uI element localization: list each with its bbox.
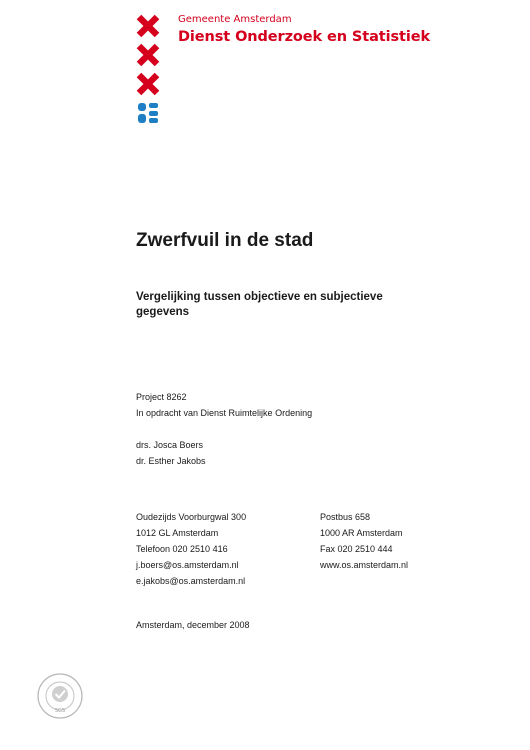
email-boers: j.boers@os.amsterdam.nl (136, 560, 239, 570)
document-subtitle: Vergelijking tussen objectieve en subjectieve gegevens (136, 291, 383, 318)
fax: Fax 020 2510 444 (320, 544, 393, 554)
certification-seal-icon (36, 672, 84, 720)
date-line: Amsterdam, december 2008 (136, 620, 250, 630)
address-street: Oudezijds Voorburgwal 300 (136, 512, 247, 522)
author-2: dr. Esther Jakobs (136, 456, 206, 466)
postbox: Postbus 658 (320, 512, 371, 522)
postbox-city: 1000 AR Amsterdam (320, 528, 403, 538)
project-client: In opdracht van Dienst Ruimtelijke Ordening (136, 408, 313, 418)
phone: Telefoon 020 2510 416 (136, 544, 228, 554)
website: www.os.amsterdam.nl (320, 560, 409, 570)
author-1: drs. Josca Boers (136, 440, 204, 450)
cross-icon (136, 43, 160, 67)
document-title: Zwerfvuil in de stad (136, 230, 314, 251)
cross-icon (136, 14, 160, 38)
org-name-line2: Dienst Onderzoek en Statistiek (178, 29, 430, 45)
os-logo-icon (137, 102, 159, 124)
address-city: 1012 GL Amsterdam (136, 528, 219, 538)
project-number: Project 8262 (136, 392, 187, 402)
seal-brand: SGS (54, 708, 66, 714)
email-jakobs: e.jakobs@os.amsterdam.nl (136, 576, 246, 586)
org-name-line1: Gemeente Amsterdam (178, 14, 292, 25)
cross-icon (136, 72, 160, 96)
